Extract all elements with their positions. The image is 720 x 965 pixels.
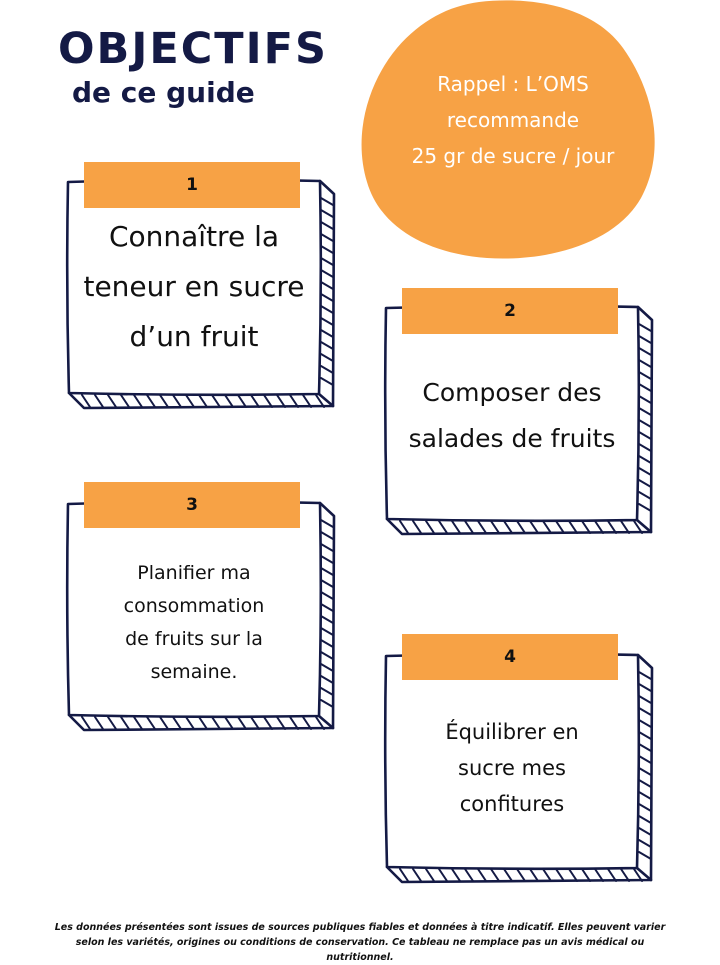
objective-number-badge: 4 [402, 634, 618, 680]
objective-line: de fruits sur la [125, 628, 263, 650]
objective-line: Équilibrer en [445, 720, 579, 744]
objective-text [386, 708, 638, 828]
objective-line: teneur en sucre [83, 270, 305, 303]
objective-line: sucre mes [458, 756, 566, 780]
reminder-text [362, 66, 664, 174]
objective-text [68, 212, 320, 362]
objective-card-1 [64, 160, 340, 410]
reminder-line: recommande [446, 108, 580, 132]
objective-number-badge: 3 [84, 482, 300, 528]
reminder-line: 25 gr de sucre / jour [411, 144, 615, 168]
objective-line: salades de fruits [408, 424, 616, 453]
objective-line: confitures [459, 792, 565, 816]
page-title: OBJECTIFS [58, 24, 328, 74]
objective-text [68, 548, 320, 698]
page-subtitle: de ce guide [72, 76, 255, 109]
objective-card-4 [382, 634, 658, 884]
objective-number-badge: 2 [402, 288, 618, 334]
reminder-line: Rappel : L’OMS [437, 72, 589, 96]
objective-card-3 [64, 482, 340, 732]
objective-text [386, 356, 638, 476]
disclaimer-text: Les données présentées sont issues de sources publiques fiables et données à titre indicatif. Elles peuvent varier selon les variétés, origines ou conditions de conservation. Ce tableau ne remplace pas un avis médical ou nutritionnel. [54, 922, 666, 963]
objective-line: d’un fruit [129, 320, 259, 353]
objective-number-badge: 1 [84, 162, 300, 208]
objective-card-2 [382, 286, 658, 536]
objective-line: Composer des [422, 378, 602, 407]
objective-line: consommation [123, 595, 265, 617]
objective-line: semaine. [150, 661, 238, 683]
objective-line: Planifier ma [137, 562, 251, 584]
objective-line: Connaître la [108, 220, 280, 253]
